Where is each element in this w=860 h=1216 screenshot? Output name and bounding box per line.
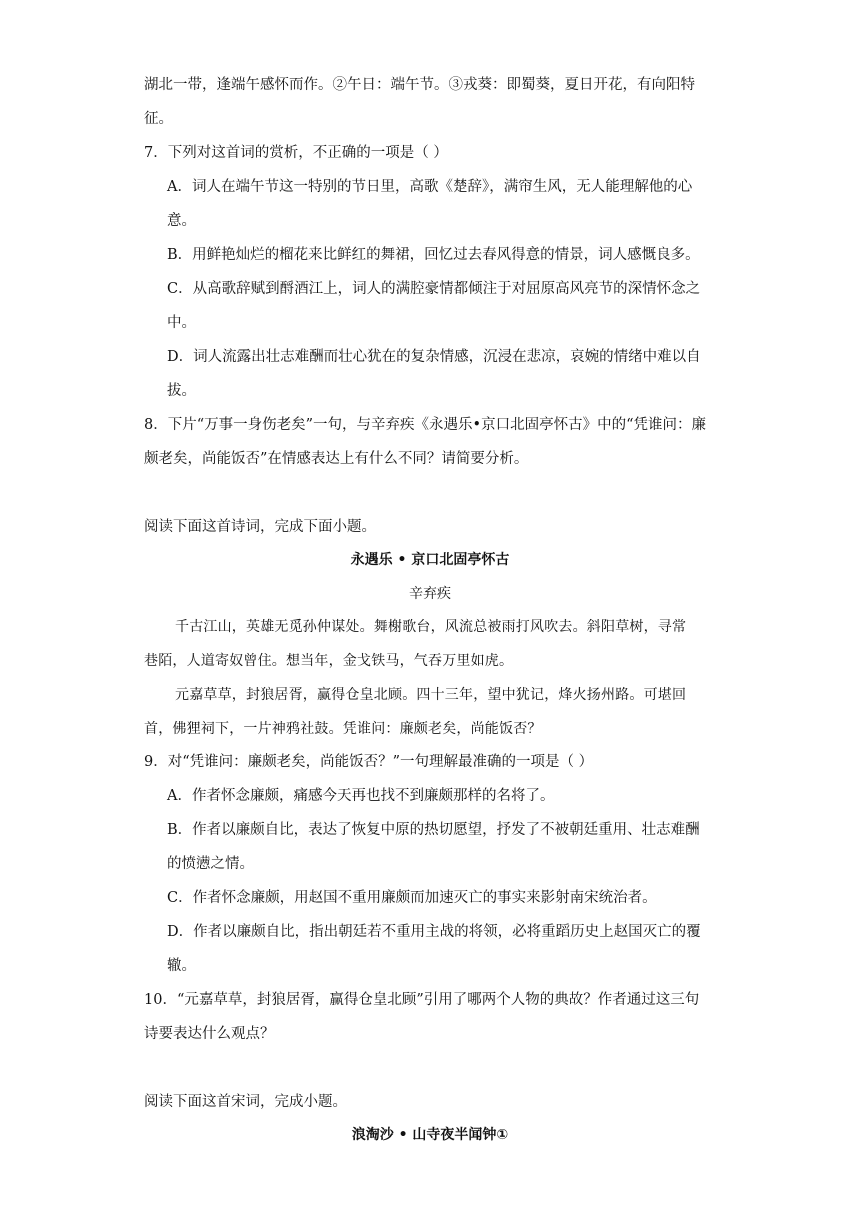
question-10-cont: 诗要表达什么观点？: [144, 1026, 275, 1042]
option-9a: A．作者怀念廉颇，痛感今天再也找不到廉颇那样的名将了。: [167, 788, 555, 804]
question-7: 7．下列对这首词的赏析，不正确的一项是（ ）: [144, 145, 448, 161]
reading-instruction: 阅读下面这首诗词，完成下面小题。: [144, 519, 376, 535]
option-7a: A．词人在端午节这一特别的节日里，高歌《楚辞》，满帘生风，无人能理解他的心: [167, 179, 693, 195]
poem-title: 永遇乐 • 京口北固亭怀古: [350, 552, 510, 568]
option-7d-cont: 拔。: [167, 383, 196, 399]
option-9c: C．作者怀念廉颇，用赵国不重用廉颇而加速灭亡的事实来影射南宋统治者。: [167, 890, 657, 906]
question-10: 10．“元嘉草草，封狼居胥，赢得仓皇北顾”引用了哪两个人物的典故？作者通过这三句: [144, 992, 700, 1008]
option-7a-cont: 意。: [167, 213, 196, 229]
question-8: 8．下片“万事一身伤老矣”一句，与辛弃疾《永遇乐•京口北固亭怀古》中的“凭谁问：廉: [144, 417, 707, 433]
poem-line: 元嘉草草，封狼居胥，赢得仓皇北顾。四十三年，望中犹记，烽火扬州路。可堪回: [175, 687, 687, 703]
poem-line: 巷陌，人道寄奴曾住。想当年，金戈铁马，气吞万里如虎。: [144, 653, 514, 669]
poem-line: 千古江山，英雄无觅孙仲谋处。舞榭歌台，风流总被雨打风吹去。斜阳草树，寻常: [175, 619, 687, 635]
option-9d-cont: 辙。: [167, 958, 196, 974]
poem-title: 浪淘沙 • 山寺夜半闻钟①: [351, 1127, 509, 1143]
option-9b: B．作者以廉颇自比，表达了恢复中原的热切愿望，抒发了不被朝廷重用、壮志难酬: [167, 822, 700, 838]
option-7c: C．从高歌辞赋到酹酒江上，词人的满腔豪情都倾注于对屈原高风亮节的深情怀念之: [167, 281, 701, 297]
question-9: 9．对“凭谁问：廉颇老矣，尚能饭否？”一句理解最准确的一项是（ ）: [144, 754, 594, 770]
option-7d: D．词人流露出壮志难酬而壮心犹在的复杂情感，沉浸在悲凉，哀婉的情绪中难以自: [167, 349, 701, 365]
poem-line: 首，佛狸祠下，一片神鸦社鼓。凭谁问：廉颇老矣，尚能饭否？: [144, 721, 542, 737]
option-9b-cont: 的愤懑之情。: [167, 856, 254, 872]
question-8-cont: 颇老矣，尚能饭否”在情感表达上有什么不同？请简要分析。: [144, 451, 529, 467]
reading-instruction: 阅读下面这首宋词，完成小题。: [144, 1094, 347, 1110]
option-7b: B．用鲜艳灿烂的榴花来比鲜红的舞裙，回忆过去春风得意的情景，词人感慨良多。: [167, 247, 700, 263]
option-9d: D．作者以廉颇自比，指出朝廷若不重用主战的将领，必将重蹈历史上赵国灭亡的覆: [167, 924, 701, 940]
option-7c-cont: 中。: [167, 315, 196, 331]
note-line: 征。: [144, 111, 173, 127]
poem-author: 辛弃疾: [409, 586, 451, 602]
note-line: 湖北一带，逢端午感怀而作。②午日：端午节。③戎葵：即蜀葵，夏日开花，有向阳特: [144, 77, 695, 93]
